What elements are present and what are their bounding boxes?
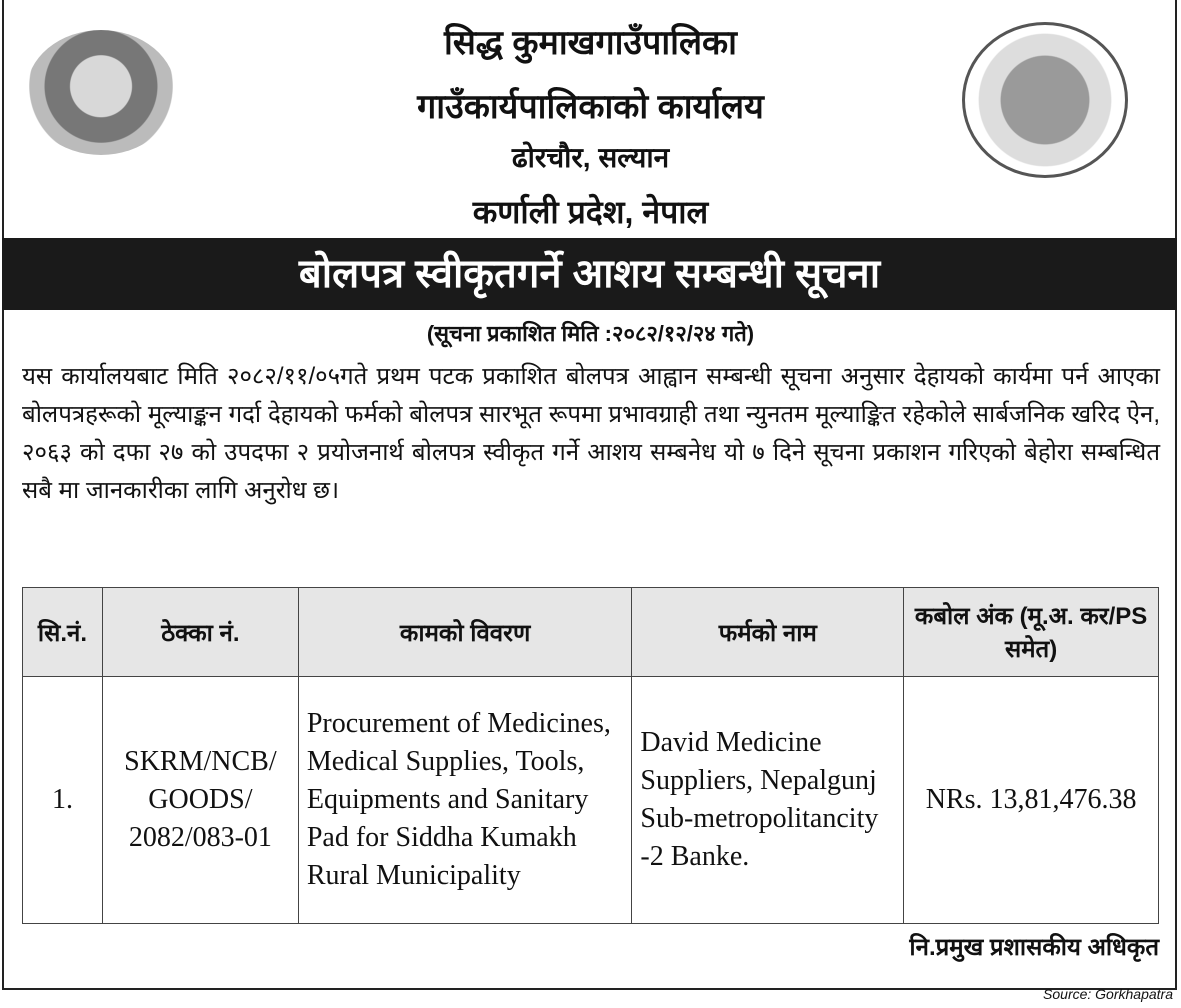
- table-header-row: [23, 588, 1159, 677]
- office-location: ढोरचौर, सल्यान: [511, 142, 670, 173]
- col-description: कामको विवरण: [298, 588, 632, 677]
- table-row: [23, 677, 1159, 924]
- col-contract-no: ठेक्का नं.: [102, 588, 298, 677]
- col-firm: फर्मको नाम: [632, 588, 904, 677]
- col-serial: सि.नं.: [23, 588, 103, 677]
- cell-amount: NRs. 13,81,476.38: [904, 677, 1159, 924]
- source-credit: Source: Gorkhapatra: [1043, 986, 1173, 1002]
- cell-firm: David Medicine Suppliers, Nepalgunj Sub-metropolitancity -2 Banke.: [632, 677, 904, 924]
- cell-contract-no: SKRM/NCB/ GOODS/ 2082/083-01: [102, 677, 298, 924]
- office-subtitle: गाउँकार्यपालिकाको कार्यालय: [417, 88, 764, 126]
- cell-description: Procurement of Medicines, Medical Supplies, Tools, Equipments and Sanitary Pad for Siddha Kumakh Rural Municipality: [298, 677, 632, 924]
- notice-title: बोलपत्र स्वीकृतगर्ने आशय सम्बन्धी सूचना: [2, 238, 1177, 310]
- office-name: सिद्ध कुमाखगाउँपालिका: [444, 24, 737, 62]
- office-province: कर्णाली प्रदेश, नेपाल: [472, 194, 709, 230]
- header: [0, 0, 1181, 238]
- cell-serial: 1.: [23, 677, 103, 924]
- signatory: नि.प्रमुख प्रशासकीय अधिकृत: [909, 934, 1159, 961]
- publish-date: (सूचना प्रकाशित मिति :२०८२/१२/२४ गते): [426, 321, 755, 346]
- col-amount: कबोल अंक (मू.अ. कर/PS समेत): [904, 588, 1159, 677]
- bid-table: [22, 587, 1159, 924]
- notice-body: यस कार्यालयबाट मिति २०८२/११/०५गते प्रथम पटक प्रकाशित बोलपत्र आह्वान सम्बन्धी सूचना अनुसार देहायको कार्यमा पर्न आएका बोलपत्रहरूको मूल्याङ्कन गर्दा देहायको फर्मको बोलपत्र सारभूत रूपमा प्रभावग्राही तथा न्युनतम मूल्याङ्कित रहेकोले सार्बजनिक खरिद ऐन, २०६३ को दफा २७ को उपदफा २ प्रयोजनार्थ बोलपत्र स्वीकृत गर्ने आशय सम्बनेध यो ७ दिने सूचना प्रकाशन गरिएको बेहोरा सम्बन्धित सबै मा जानकारीका लागि अनुरोध छ।: [22, 363, 1160, 504]
